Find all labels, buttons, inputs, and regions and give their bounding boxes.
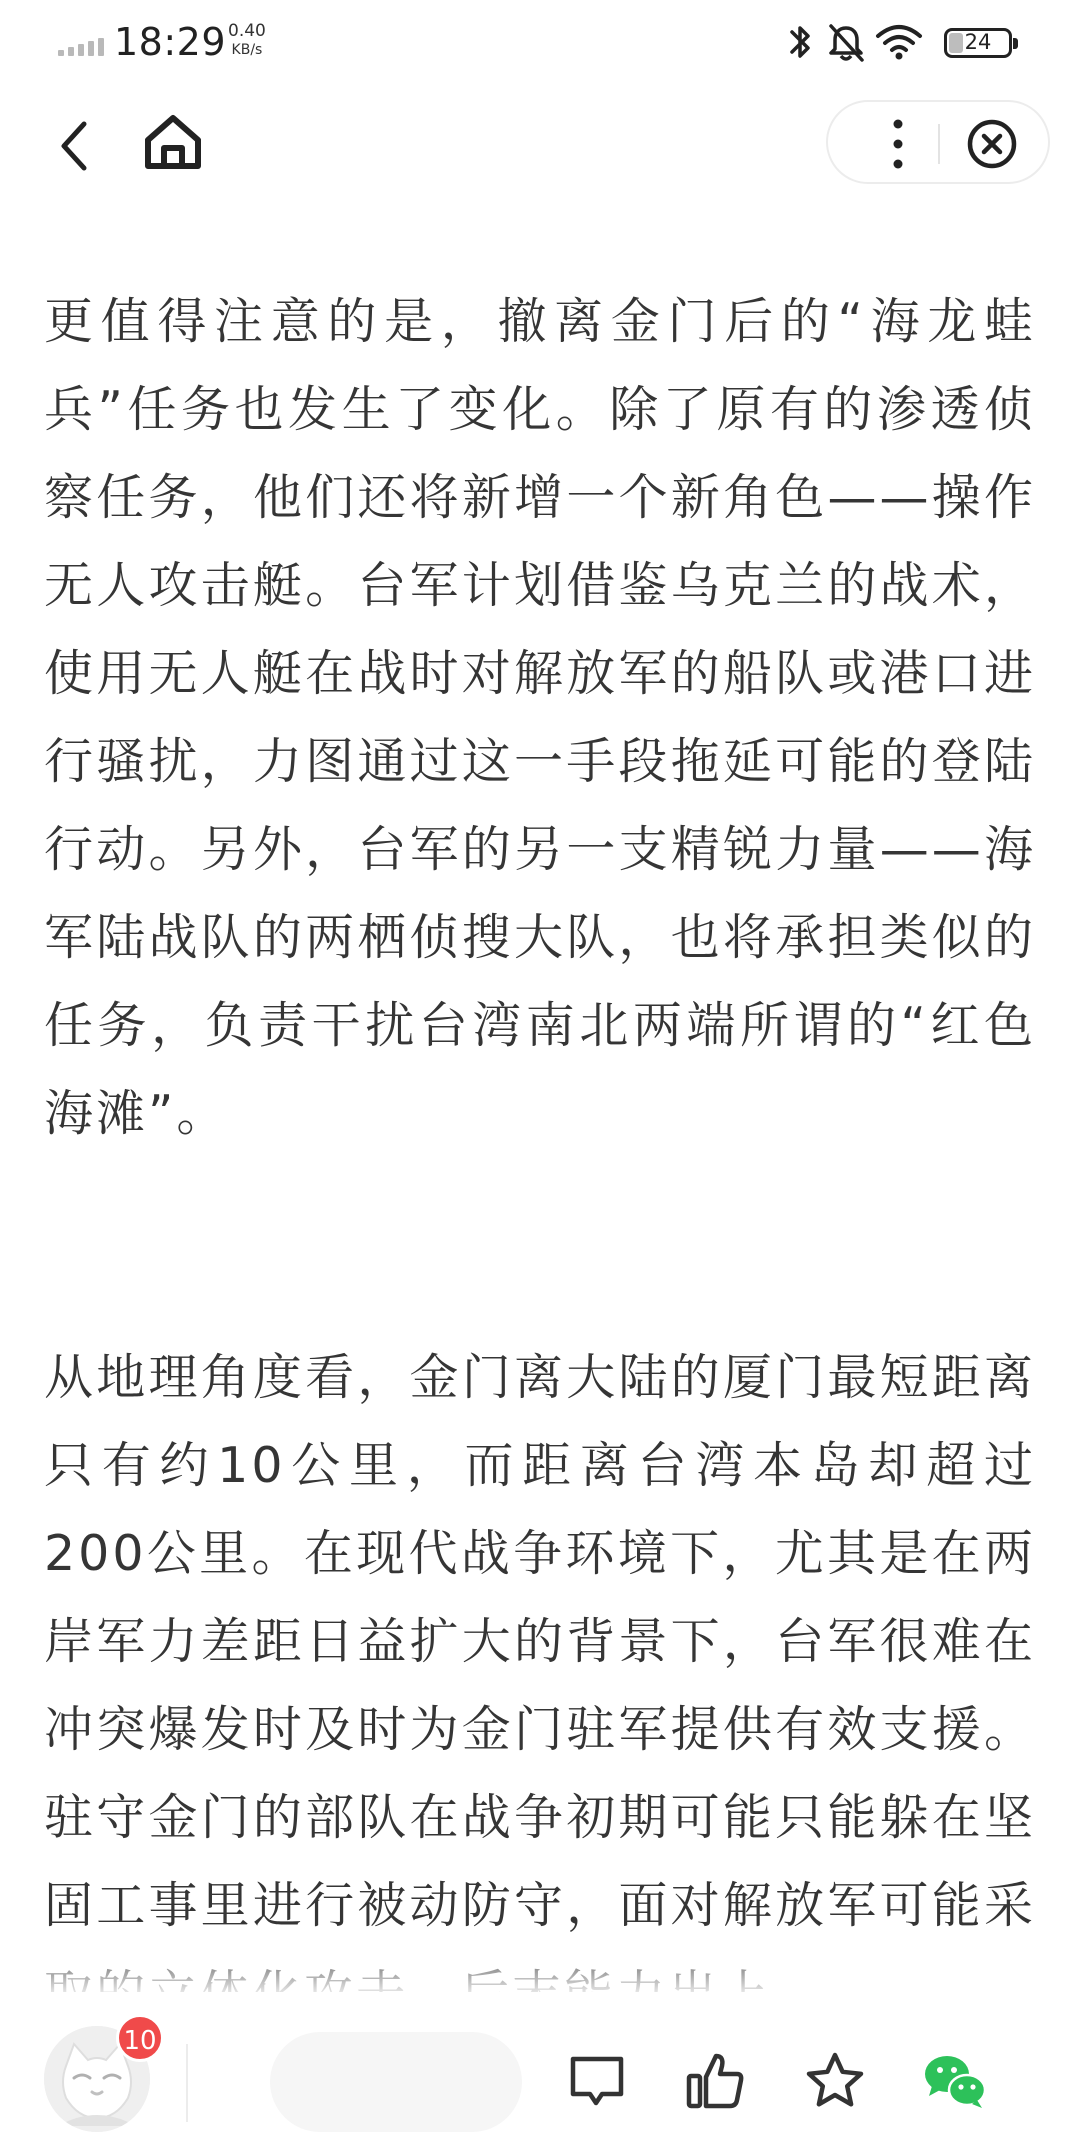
signal-icon (58, 36, 102, 56)
wechat-share-icon[interactable] (922, 2050, 988, 2112)
net-speed-unit: KB/s (231, 42, 263, 58)
bluetooth-icon (786, 22, 816, 62)
capsule-divider (938, 124, 940, 164)
net-speed-value: 0.40 (228, 21, 266, 41)
battery-icon (944, 28, 1012, 58)
favorite-star-icon[interactable] (804, 2050, 866, 2112)
status-time: 18:29 (114, 20, 227, 64)
mute-icon (826, 22, 866, 64)
close-icon[interactable] (966, 118, 1018, 170)
bottom-action-bar (0, 1992, 1080, 2154)
article-body (44, 278, 1036, 2038)
net-speed (228, 22, 266, 60)
more-icon[interactable] (878, 116, 918, 172)
notification-badge: 10 (116, 2014, 164, 2062)
status-bar (0, 0, 1080, 90)
article-paragraph: 从地理角度看，金门离大陆的厦门最短距离只有约10公里，而距离台湾本岛却超过200公里。在现代战争环境下，尤其是在两岸军力差距日益扩大的背景下，台军很难在冲突爆发时及时为金门驻军提供有效支援。驻守金门的部队在战争初期可能只能躲在坚固工事里进行被动防守，面对解放军可能采 (44, 1349, 1036, 1934)
content-fade (0, 1940, 1080, 2000)
top-nav (0, 90, 1080, 200)
mini-program-capsule (826, 100, 1050, 184)
like-icon[interactable] (684, 2050, 746, 2112)
battery-level: 24 (964, 30, 992, 54)
comment-icon[interactable] (566, 2050, 628, 2112)
home-icon[interactable] (142, 112, 204, 174)
bottom-divider (186, 2044, 188, 2122)
comment-input[interactable] (270, 2032, 522, 2132)
article-paragraph: 更值得注意的是，撤离金门后的“海龙蛙兵”任务也发生了变化。除了原有的渗透侦察任务，他们还将新增一个新角色——操作无人攻击艇。台军计划借鉴乌克兰的战术，使用无人艇在战时对解放军的船队或港口进行骚扰，力图通过这一手段拖延可能的登陆行动。另外，台军的另一支精锐力量——海军陆战队的两栖侦搜大队，也将承担类似的任务，负责干扰台湾南北两端所谓的“红色海滩”。 (44, 293, 1036, 1142)
back-icon[interactable] (50, 114, 104, 178)
wifi-icon (874, 22, 924, 62)
